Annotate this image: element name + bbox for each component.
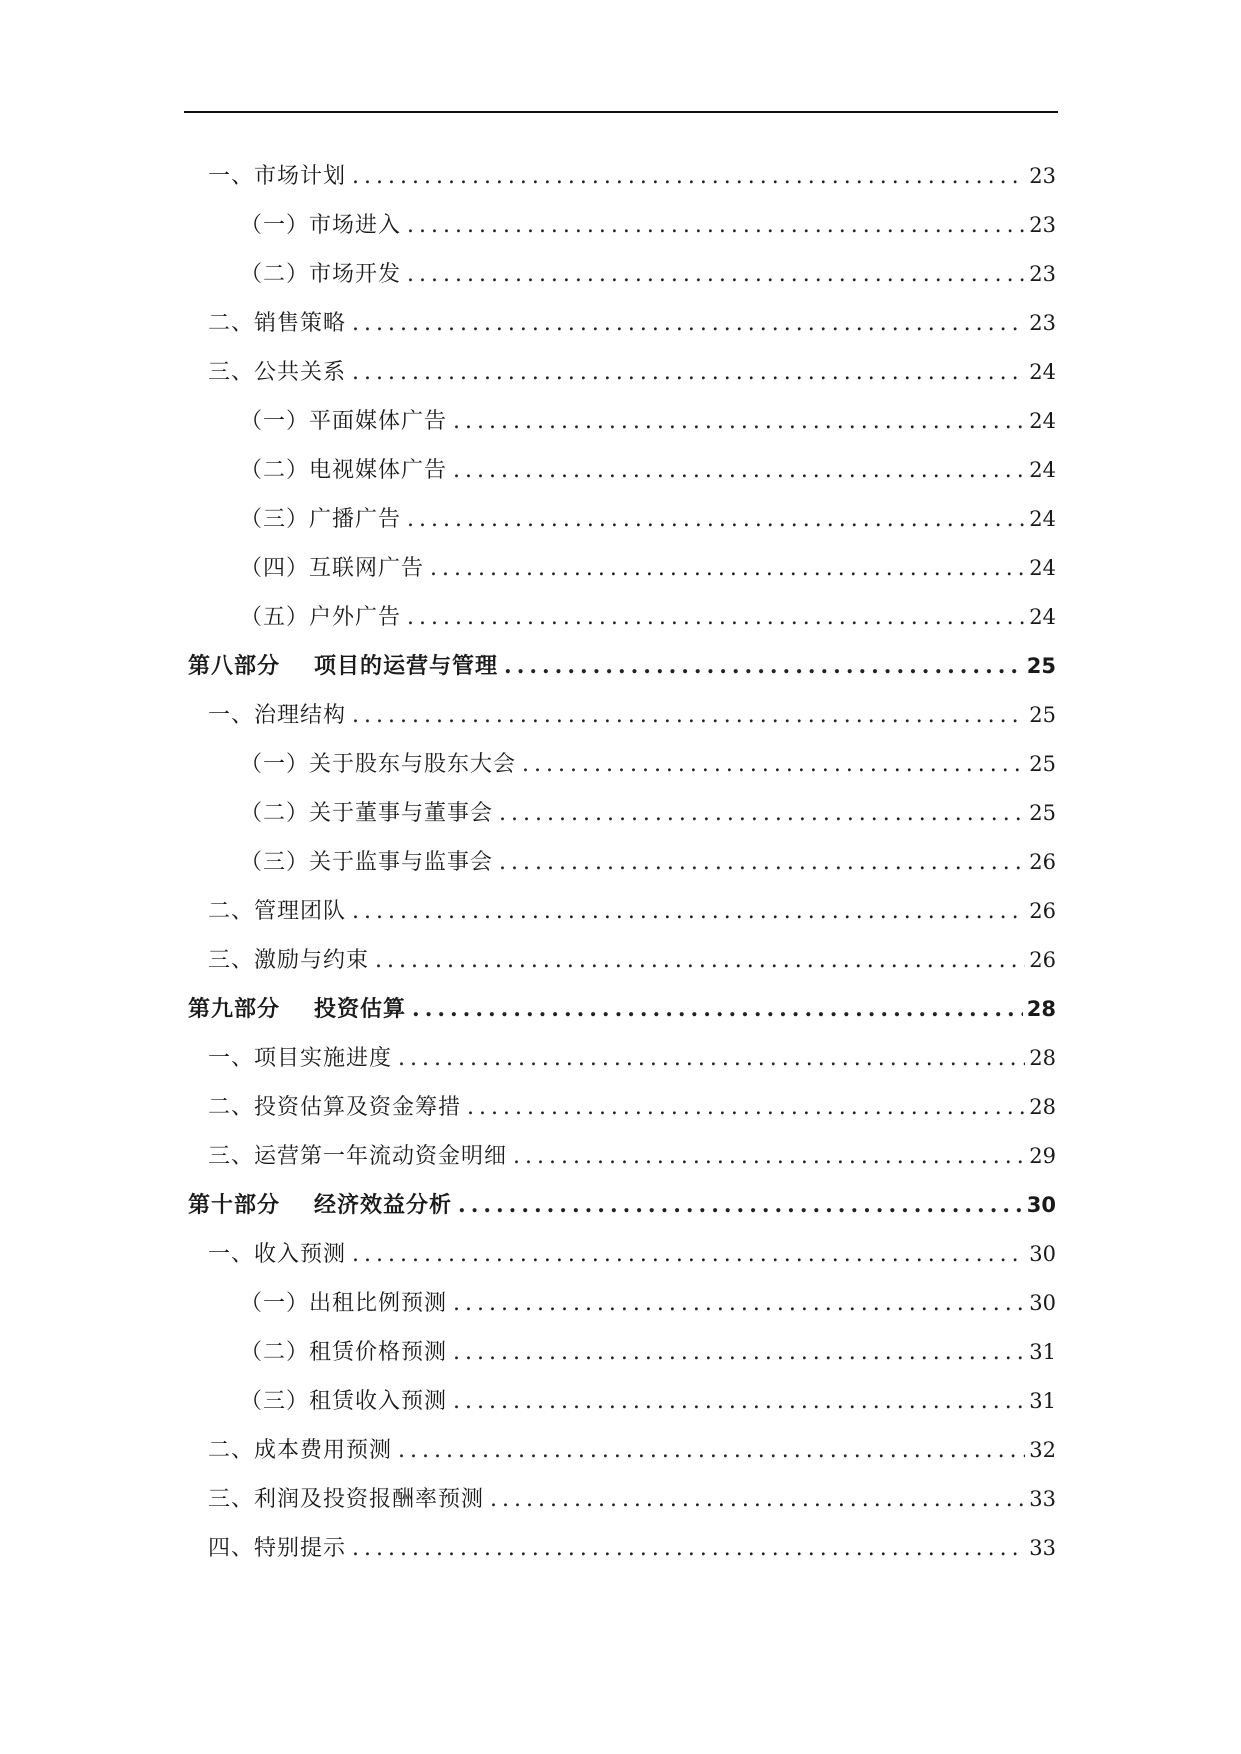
toc-page-number: 31: [1029, 1389, 1056, 1413]
toc-dot-leader: [352, 152, 1025, 201]
toc-page-number: 30: [1026, 1193, 1056, 1217]
toc-subsection-entry[interactable]: [184, 740, 1056, 789]
toc-entry-title: （一）关于股东与股东大会: [240, 752, 517, 777]
toc-entry-title: [188, 1181, 452, 1230]
toc-page-number: 26: [1029, 850, 1056, 874]
toc-entry-title: 三、利润及投资报酬率预测: [208, 1487, 485, 1512]
toc-entry-title: [188, 642, 498, 691]
toc-dot-leader: [513, 1132, 1025, 1181]
toc-page-number: 28: [1029, 1046, 1056, 1070]
toc-subsection-entry[interactable]: [184, 201, 1056, 250]
toc-entry-title: （二）租赁价格预测: [240, 1340, 448, 1365]
toc-dot-leader: [352, 691, 1025, 740]
toc-page-number: 29: [1029, 1144, 1056, 1168]
toc-dot-leader: [352, 887, 1025, 936]
toc-part-title: 投资估算: [314, 996, 407, 1022]
toc-part-label: 第十部分: [188, 1192, 281, 1218]
toc-entry-title: 四、特别提示: [208, 1536, 347, 1561]
toc-entry-title: （一）平面媒体广告: [240, 409, 448, 434]
toc-page-number: 24: [1029, 605, 1056, 629]
toc-section-entry[interactable]: [184, 1475, 1056, 1524]
toc-page-number: 25: [1029, 752, 1056, 776]
toc-dot-leader: [352, 299, 1025, 348]
toc-section-entry[interactable]: [184, 1524, 1056, 1573]
toc-entry-title: 二、销售策略: [208, 311, 347, 336]
toc-entry-title: （二）市场开发: [240, 262, 402, 287]
toc-dot-leader: [407, 495, 1025, 544]
toc-entry-title: （一）出租比例预测: [240, 1291, 448, 1316]
toc-dot-leader: [453, 446, 1025, 495]
toc-section-entry[interactable]: [184, 348, 1056, 397]
toc-page-number: 26: [1029, 899, 1056, 923]
toc-subsection-entry[interactable]: [184, 838, 1056, 887]
toc-entry-title: 一、治理结构: [208, 703, 347, 728]
toc-page-number: 33: [1029, 1487, 1056, 1511]
toc-page-number: 25: [1029, 703, 1056, 727]
toc-subsection-entry[interactable]: [184, 397, 1056, 446]
toc-page-number: 24: [1029, 409, 1056, 433]
toc-page-number: 30: [1029, 1242, 1056, 1266]
toc-subsection-entry[interactable]: [184, 593, 1056, 642]
toc-entry-title: 二、成本费用预测: [208, 1438, 393, 1463]
toc-dot-leader: [522, 740, 1025, 789]
toc-dot-leader: [352, 348, 1025, 397]
toc-entry-title: （四）互联网广告: [240, 556, 425, 581]
toc-dot-leader: [504, 642, 1023, 691]
toc-part-entry[interactable]: [184, 985, 1056, 1034]
toc-dot-leader: [407, 201, 1025, 250]
toc-dot-leader: [430, 544, 1025, 593]
toc-page-number: 28: [1026, 997, 1056, 1021]
toc-section-entry[interactable]: [184, 1132, 1056, 1181]
toc-dot-leader: [407, 250, 1025, 299]
toc-entry-title: 一、收入预测: [208, 1242, 347, 1267]
toc-dot-leader: [499, 789, 1025, 838]
toc-entry-title: （一）市场进入: [240, 213, 402, 238]
toc-part-entry[interactable]: [184, 1181, 1056, 1230]
toc-section-entry[interactable]: [184, 1426, 1056, 1475]
toc-dot-leader: [453, 397, 1025, 446]
toc-dot-leader: [398, 1426, 1025, 1475]
toc-page-number: 24: [1029, 507, 1056, 531]
toc-dot-leader: [352, 1524, 1025, 1573]
toc-page-number: 24: [1029, 556, 1056, 580]
toc-dot-leader: [458, 1181, 1023, 1230]
toc-dot-leader: [499, 838, 1025, 887]
toc-page-number: 25: [1026, 654, 1056, 678]
toc-subsection-entry[interactable]: [184, 495, 1056, 544]
toc-page-number: 23: [1029, 311, 1056, 335]
toc-subsection-entry[interactable]: [184, 1377, 1056, 1426]
toc-dot-leader: [398, 1034, 1025, 1083]
toc-entry-title: 二、投资估算及资金筹措: [208, 1095, 462, 1120]
toc-page-number: 33: [1029, 1536, 1056, 1560]
toc-entry-title: 一、项目实施进度: [208, 1046, 393, 1071]
toc-dot-leader: [467, 1083, 1025, 1132]
header-rule: [184, 111, 1058, 113]
toc-section-entry[interactable]: [184, 1230, 1056, 1279]
toc-entry-title: 三、运营第一年流动资金明细: [208, 1144, 508, 1169]
toc-section-entry[interactable]: [184, 1034, 1056, 1083]
toc-dot-leader: [453, 1377, 1025, 1426]
toc-section-entry[interactable]: [184, 691, 1056, 740]
toc-dot-leader: [407, 593, 1025, 642]
toc-page-number: 26: [1029, 948, 1056, 972]
toc-entry-title: [188, 985, 406, 1034]
toc-dot-leader: [375, 936, 1025, 985]
toc-entry-title: （二）关于董事与董事会: [240, 801, 494, 826]
table-of-contents: [184, 152, 1056, 1573]
toc-page-number: 23: [1029, 262, 1056, 286]
toc-part-label: 第八部分: [188, 653, 281, 679]
toc-entry-title: （五）户外广告: [240, 605, 402, 630]
toc-entry-title: （三）租赁收入预测: [240, 1389, 448, 1414]
toc-entry-title: （三）广播广告: [240, 507, 402, 532]
toc-entry-title: 三、激励与约束: [208, 948, 370, 973]
toc-entry-title: 一、市场计划: [208, 164, 347, 189]
toc-dot-leader: [453, 1328, 1025, 1377]
toc-part-title: 经济效益分析: [314, 1192, 453, 1218]
toc-subsection-entry[interactable]: [184, 544, 1056, 593]
toc-entry-title: 二、管理团队: [208, 899, 347, 924]
toc-section-entry[interactable]: [184, 1083, 1056, 1132]
toc-page-number: 31: [1029, 1340, 1056, 1364]
toc-page-number: 32: [1029, 1438, 1056, 1462]
toc-dot-leader: [490, 1475, 1025, 1524]
toc-section-entry[interactable]: [184, 887, 1056, 936]
toc-page-number: 30: [1029, 1291, 1056, 1315]
toc-subsection-entry[interactable]: [184, 789, 1056, 838]
toc-subsection-entry[interactable]: [184, 1279, 1056, 1328]
toc-subsection-entry[interactable]: [184, 1328, 1056, 1377]
toc-entry-title: （三）关于监事与监事会: [240, 850, 494, 875]
toc-part-title: 项目的运营与管理: [314, 653, 499, 679]
toc-dot-leader: [412, 985, 1023, 1034]
toc-entry-title: （二）电视媒体广告: [240, 458, 448, 483]
toc-page-number: 23: [1029, 213, 1056, 237]
toc-subsection-entry[interactable]: [184, 446, 1056, 495]
toc-page-number: 25: [1029, 801, 1056, 825]
toc-entry-title: 三、公共关系: [208, 360, 347, 385]
toc-page-number: 28: [1029, 1095, 1056, 1119]
toc-dot-leader: [453, 1279, 1025, 1328]
toc-section-entry[interactable]: [184, 936, 1056, 985]
toc-section-entry[interactable]: [184, 152, 1056, 201]
toc-page-number: 23: [1029, 164, 1056, 188]
toc-page-number: 24: [1029, 458, 1056, 482]
toc-part-entry[interactable]: [184, 642, 1056, 691]
toc-part-label: 第九部分: [188, 996, 281, 1022]
toc-subsection-entry[interactable]: [184, 250, 1056, 299]
toc-section-entry[interactable]: [184, 299, 1056, 348]
toc-page-number: 24: [1029, 360, 1056, 384]
toc-dot-leader: [352, 1230, 1025, 1279]
